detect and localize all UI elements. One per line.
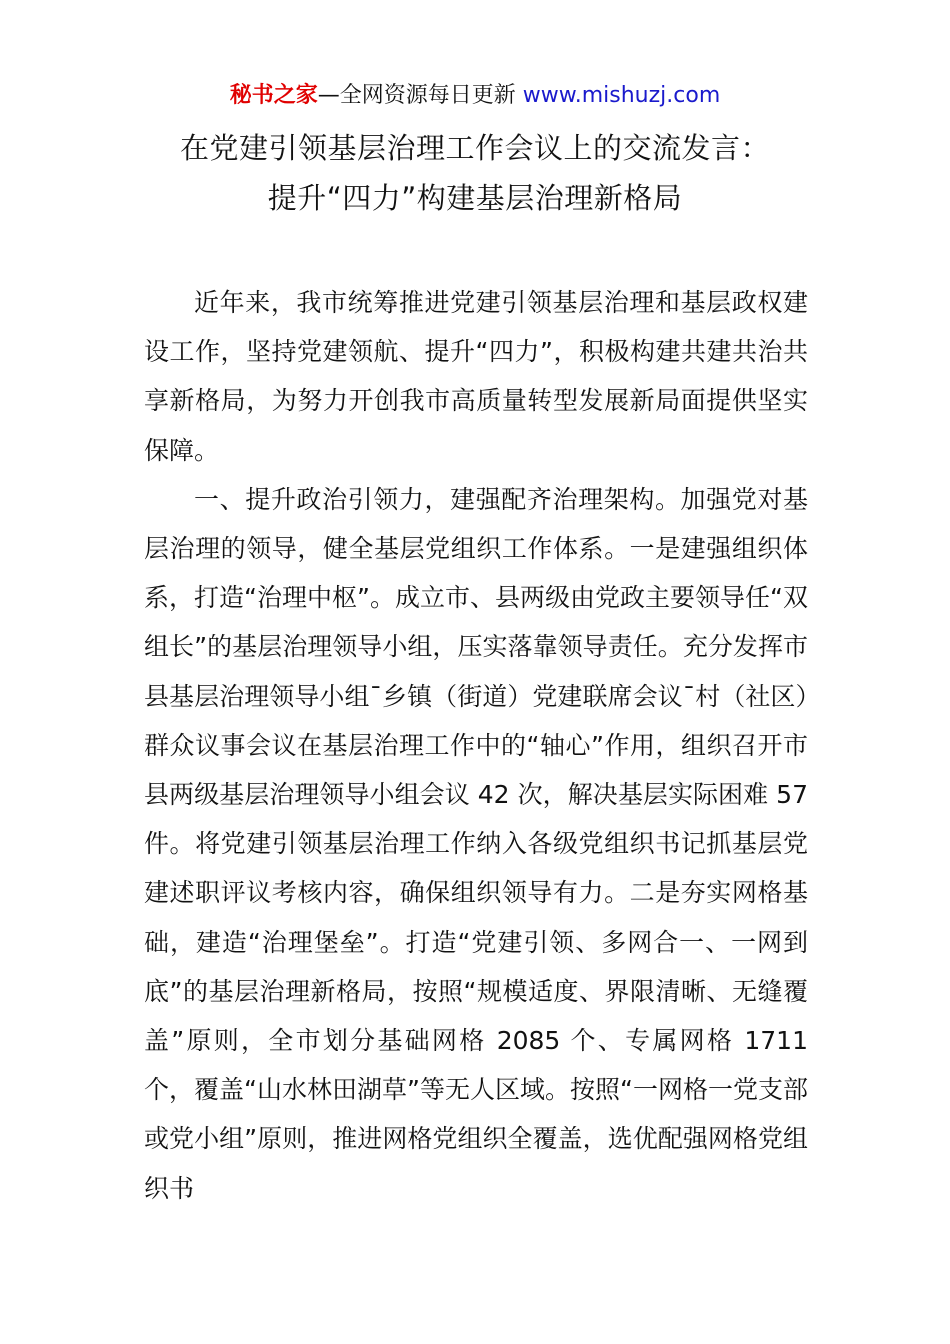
document-title-line-1: 在党建引领基层治理工作会议上的交流发言： (179, 131, 770, 165)
site-tagline: —全网资源每日更新 (317, 83, 523, 108)
site-header (0, 80, 950, 112)
site-brand: 秘书之家 (229, 83, 318, 108)
document-title-line-2: 提升“四力”构建基层治理新格局 (267, 181, 683, 215)
paragraph-intro: 近年来，我市统筹推进党建引领基层治理和基层政权建设工作，坚持党建领航、提升“四力”，积极构建共建共治共享新格局，为努力开创我市高质量转型发展新局面提供坚实保障。 (144, 288, 808, 465)
document-body (144, 278, 808, 1213)
site-url-link[interactable]: www.mishuzj.com (522, 83, 721, 108)
paragraph-section-1: 一、提升政治引领力，建强配齐治理架构。加强党对基层治理的领导，健全基层党组织工作体系。一是建强组织体系，打造“治理中枢”。成立市、县两级由党政主要领导任“双组长”的基层治理领导小组，压实落靠领导责任。充分发挥市县基层治理领导小组¯乡镇（街道）党建联席会议¯村（社区）群众议事会议在基层治理工作中的“轴心”作用，组织召开市县两级基层治理领导小组会议 42 次，解决基层实际困难 57 件。将党建引领基层治理工作纳入各级党组织书记抓基层党建述职评议考核内容，确保组织领导有力。二是夯实网格基础，建造“治理堡垒”。打造“党建引领、多网合一、一网到底”的基层治理新格局，按照“规模适度、界限清晰、无缝覆盖”原则，全市划分基础网格 2085 个、专属网格 1711 个，覆盖“山水林田湖草”等无人区域。按照“一网格一党支部或党小组”原则，推进网格党组织全覆盖，选优配强网格党组织书 (144, 484, 808, 1203)
